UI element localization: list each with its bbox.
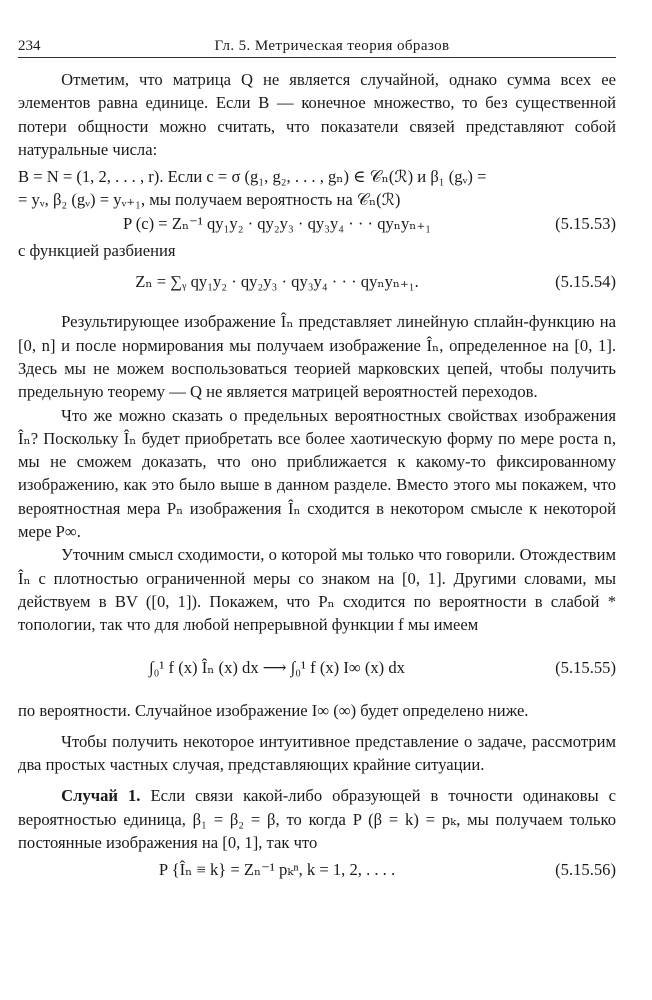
- page-header: [18, 38, 616, 58]
- equation-5-15-54: [18, 262, 616, 302]
- paragraph-7: по вероятности. Случайное изображение I∞ (∞) будет определено ниже.: [18, 700, 529, 720]
- paragraph-6: Уточним смысл сходимости, о которой мы только что говорили. Отождествим Îₙ с плотностью ограниченной меры со знаком на [0, 1]. Другими словами, мы действуем в BV ([0, 1]). Покажем, что Pₙ сходится по вероятности в слабой * топологии, так что для любой непрерывной функции f мы имеем: [18, 545, 616, 635]
- equation-formula: ∫₀¹ f (x) Îₙ (x) dx ⟶ ∫₀¹ f (x) I∞ (x) dx: [149, 657, 405, 677]
- paragraph-8: Чтобы получить некоторое интуитивное представление о задаче, рассмотрим два простых частных случая, представляющих крайние ситуации.: [18, 731, 616, 775]
- equation-5-15-55: [18, 637, 616, 699]
- page-body: [18, 68, 616, 882]
- equation-number: (5.15.56): [555, 860, 616, 880]
- paragraph-4: Результирующее изображение Îₙ представляет линейную сплайн-функцию на [0, n] и после нормирования мы получаем изображение Îₙ, определенное на [0, 1]. Здесь мы не можем воспользоваться теорией марковских цепей, чтобы получить предельную теорему — Q не является матрицей вероятностей переходов.: [18, 312, 616, 402]
- equation-number: (5.15.54): [555, 272, 616, 292]
- equation-formula: Zₙ = ∑ᵧ qy₁y₂ · qy₂y₃ · qy₃y₄ · · · qyₙyₙ₊₁.: [135, 272, 419, 292]
- equation-formula: P {Îₙ ≡ k} = Zₙ⁻¹ pₖⁿ, k = 1, 2, . . . .: [158, 860, 396, 880]
- equation-number: (5.15.55): [555, 657, 616, 677]
- case-1-label: Случай 1.: [61, 786, 141, 806]
- paragraph-9-text: Если связи какой-либо образующей в точности одинаковы с вероятностью единица, β₁ = β₂ = β, то когда P (β = k) = pₖ, мы получаем только постоянные изображения на [0, 1], так что: [18, 786, 616, 853]
- equation-5-15-53: [18, 212, 616, 235]
- equation-formula: P (c) = Zₙ⁻¹ qy₁y₂ · qy₂y₃ · qy₃y₄ · · · qyₙyₙ₊₁: [122, 213, 432, 233]
- page-number: 234: [18, 38, 41, 54]
- paragraph-2-line-2: = yᵥ, β₂ (gᵥ) = yᵥ₊₁, мы получаем вероятность на 𝒞ₙ(ℛ): [18, 190, 401, 210]
- paragraph-3: с функцией разбиения: [18, 241, 176, 261]
- running-title: Гл. 5. Метрическая теория образов: [214, 38, 450, 54]
- paragraph-2-line-1: B = N = (1, 2, . . . , r). Если c = σ (g₁, g₂, . . . , gₙ) ∈ 𝒞ₙ(ℛ) и β₁ (gᵥ) =: [18, 167, 487, 187]
- paragraph-5: Что же можно сказать о предельных вероятностных свойствах изображения Îₙ? Поскольку Îₙ будет приобретать все более хаотическую форму по мере роста n, мы не сможем доказать, что оно приближается к какому-то фиксированному изображению, как это было выше в данном разделе. Вместо этого мы покажем, что вероятностная мера Pₙ изображения Îₙ сходится в некотором смысле к некоторой мере P∞.: [18, 405, 616, 542]
- paragraph-9: [18, 784, 616, 854]
- equation-number: (5.15.53): [555, 213, 616, 233]
- equation-5-15-56: [18, 858, 616, 881]
- paragraph-1: Отметим, что матрица Q не является случайной, однако сумма всех ее элементов равна единице. Если B — конечное множество, то без существенной потери общности можно считать, что показатели связей представляют собой натуральные числа:: [18, 70, 616, 159]
